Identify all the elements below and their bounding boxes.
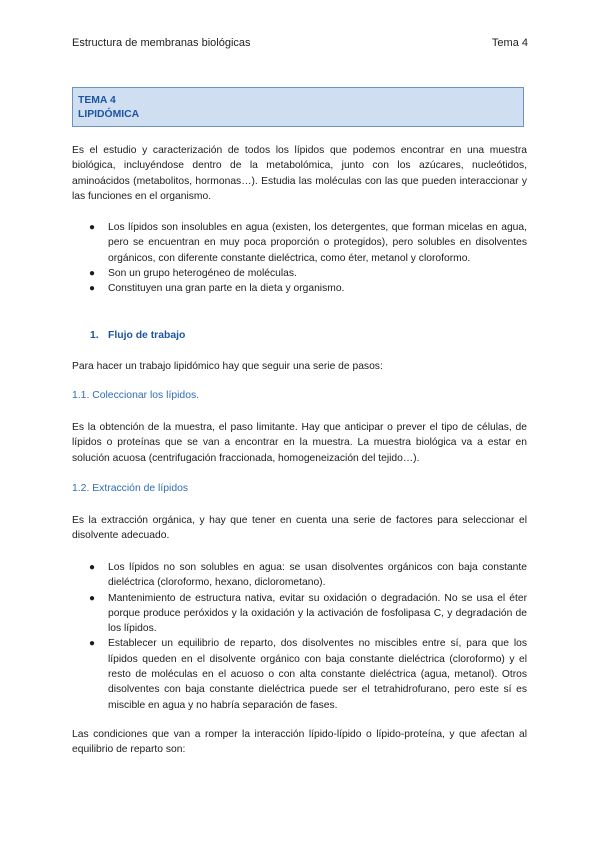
topic-title-box (72, 87, 524, 127)
topic-name: LIPIDÓMICA (78, 109, 140, 120)
section-title: Flujo de trabajo (108, 330, 186, 341)
list-item (72, 591, 527, 637)
list-item-text: Constituyen una gran parte en la dieta y organismo. (108, 283, 345, 295)
bullet-list-extraction (72, 560, 527, 713)
header-topic: Tema 4 (491, 37, 528, 49)
extraction-paragraph: Es la extracción orgánica, y hay que tener en cuenta una serie de factores para seleccionar el disolvente adecuado. (72, 515, 527, 542)
topic-number: TEMA 4 (78, 95, 116, 106)
list-item (72, 220, 527, 266)
subheading-collect-lipids: 1.1. Coleccionar los lípidos. (72, 390, 200, 401)
workflow-paragraph: Para hacer un trabajo lipidómico hay que seguir una serie de pasos: (72, 361, 383, 372)
list-item-text: Mantenimiento de estructura nativa, evitar su oxidación o degradación. No se usa el éter porque produce peróxidos y la oxidación y la activación de fosfolipasa C, y degradación de los lípidos. (108, 592, 527, 635)
subheading-lipid-extraction: 1.2. Extracción de lípidos (72, 483, 189, 494)
header-course-title: Estructura de membranas biológicas (72, 37, 251, 49)
conditions-paragraph: Las condiciones que van a romper la interacción lípido-lípido o lípido-proteína, y que afectan al equilibrio de reparto son: (72, 729, 527, 756)
list-item-text: Los lípidos no son solubles en agua: se usan disolventes orgánicos con baja constante dieléctrica (cloroformo, hexano, diclorometano). (108, 562, 527, 589)
list-item (72, 560, 527, 591)
list-item-text: Son un grupo heterogéneo de moléculas. (108, 267, 297, 279)
bullet-icon: ● (89, 562, 96, 573)
section-number: 1. (90, 330, 99, 341)
bullet-icon: ● (89, 638, 96, 650)
section-heading-workflow (90, 330, 185, 341)
list-item (72, 266, 527, 281)
intro-paragraph: Es el estudio y caracterización de todos los lípidos que podemos encontrar en una muestra biológica, incluyéndose dentro de la metabolómica, junto con los azúcares, nucleótidos, aminoácidos (metabolitos, hormonas…). Estudia las moléculas con las que pueden interaccionar y las funciones en el organismo. (72, 145, 527, 202)
list-item-text: Los lípidos son insolubles en agua (existen, los detergentes, que forman micelas en agua, pero se encuentran en muy poca proporción o protegidos), pero solubles en disolventes orgánicos, con diferente constante dieléctrica, como éter, metanol y cloroformo. (108, 222, 527, 264)
bullet-icon: ● (89, 592, 96, 604)
list-item (72, 636, 527, 712)
bullet-list-properties (72, 220, 527, 296)
list-item-text: Establecer un equilibrio de reparto, dos disolventes no miscibles entre sí, para que los lípidos queden en el disolvente orgánico con baja constante dieléctrica (cloroformo) y el resto de moléculas en el acuoso o con alta constante dieléctrica (agua, metanol). Otros disolventes con baja constante dieléctrica puede ser el tetrahidrofurano, pero este sí es miscible en agua y no habría separación de fases. (108, 638, 527, 711)
list-item (72, 281, 527, 296)
bullet-icon: ● (89, 283, 96, 295)
bullet-icon: ● (89, 222, 96, 233)
bullet-icon: ● (89, 267, 96, 279)
collect-paragraph: Es la obtención de la muestra, el paso limitante. Hay que anticipar o prever el tipo de células, de lípidos o proteínas que se van a encontrar en la muestra. La muestra biológica va a estar en solución acuosa (centrifugación fraccionada, homogeneización del tejido…). (72, 422, 527, 464)
